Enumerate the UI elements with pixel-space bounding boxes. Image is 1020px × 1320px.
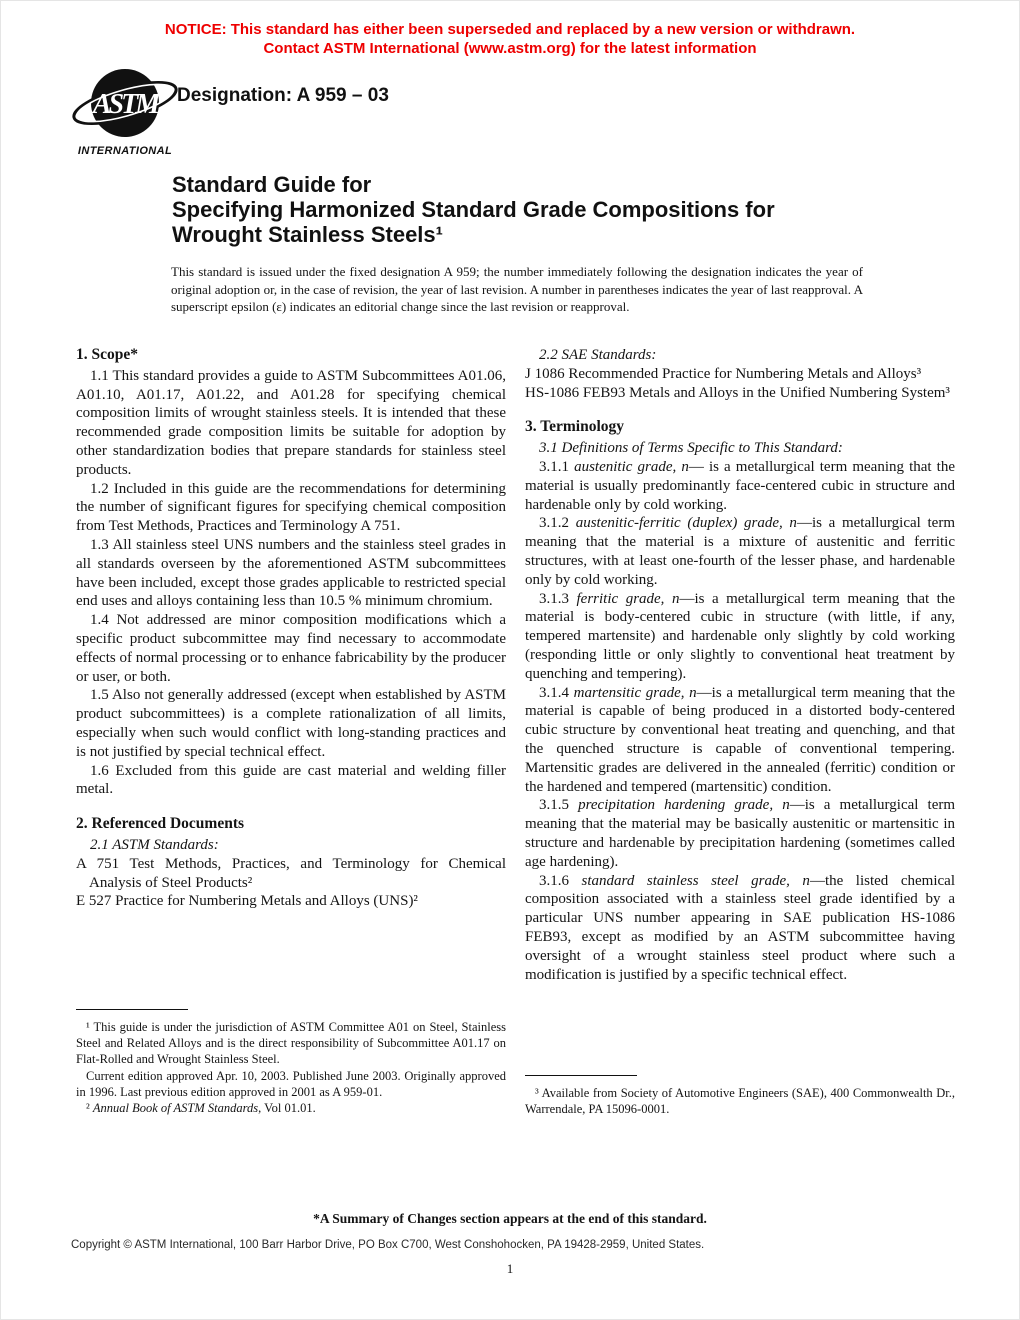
definition-3-1-2 — [525, 514, 955, 589]
title-line1: Standard Guide for — [172, 172, 372, 197]
terminology-heading: 3. Terminology — [525, 418, 625, 436]
copyright-line: Copyright © ASTM International, 100 Barr Harbor Drive, PO Box C700, West Conshohocken, PA 19428-2959, United States. — [71, 1239, 705, 1251]
definition-3-1-3 — [525, 590, 955, 684]
definition-term: austenitic-ferritic (duplex) grade, n — [575, 515, 797, 532]
paragraph-1-4: 1.4 Not addressed are minor composition modifications which a specific product subcommittee may find necessary to accommodate effects of normal processing or to enhance fabricability by the producer or user, or both. — [76, 612, 506, 685]
definition-term: austenitic grade, n — [574, 458, 689, 475]
notice-line1: NOTICE: This standard has either been superseded and replaced by a new version or withdrawn. — [164, 21, 856, 38]
supersession-notice — [1, 20, 1019, 58]
definitions-label: 3.1 Definitions of Terms Specific to This Standard: — [539, 440, 843, 457]
title-line3: Wrought Stainless Steels¹ — [172, 222, 443, 247]
definition-text: —is a metallurgical term meaning that the material is a mixture of austenitic and ferritic structures, with at least one-fourth of the lesser phase, and hardenable only by cold working. — [525, 515, 955, 588]
document-title — [172, 172, 892, 247]
reference-j1086: J 1086 Recommended Practice for Numbering Metals and Alloys³ — [525, 365, 922, 382]
definition-3-1-5 — [525, 796, 955, 871]
footnote-2-marker: ² — [86, 1101, 93, 1116]
referenced-documents-heading: 2. Referenced Documents — [76, 815, 245, 833]
title-line2: Specifying Harmonized Standard Grade Compositions for — [172, 197, 775, 222]
notice-line2: Contact ASTM International (www.astm.org) for the latest information — [263, 40, 757, 57]
sae-standards-label: 2.2 SAE Standards: — [539, 347, 657, 363]
left-column — [76, 346, 506, 911]
definition-number: 3.1.1 — [539, 458, 575, 475]
astm-logo — [69, 65, 181, 157]
definition-number: 3.1.4 — [539, 684, 574, 701]
definition-number: 3.1.3 — [539, 590, 577, 607]
paragraph-1-2: 1.2 Included in this guide are the recommendations for determining the number of significant figures for specifying chemical composition from Test Methods, Practices and Terminology A 751. — [76, 480, 506, 535]
paragraph-1-1: 1.1 This standard provides a guide to ASTM Subcommittees A01.06, A01.10, A01.17, A01.22, and A01.28 for specifying chemical composition limits of wrought stainless steels. It is intended that these recommended grade composition limits be suitable for adoption by other standardization bodies that prepare standards for stainless steel products. — [76, 367, 506, 478]
definition-term: ferritic grade, n — [576, 590, 680, 607]
reference-hs1086: HS-1086 FEB93 Metals and Alloys in the Unified Numbering System³ — [525, 384, 950, 401]
definition-3-1-4 — [525, 684, 955, 797]
footnote-2 — [76, 1100, 506, 1116]
definition-number: 3.1.2 — [539, 515, 576, 532]
footnote-rule — [76, 1009, 188, 1010]
astm-logo-text: ASTM — [92, 89, 158, 120]
reference-e527: E 527 Practice for Numbering Metals and Alloys (UNS)² — [76, 893, 418, 910]
paragraph-1-6: 1.6 Excluded from this guide are cast material and welding filler metal. — [76, 762, 506, 798]
footnote-2-book-title: Annual Book of ASTM Standards — [92, 1101, 259, 1116]
paragraph-1-3: 1.3 All stainless steel UNS numbers and the stainless steel grades in all standards overseen by the aforementioned ASTM subcommittees have been included, except those grades applicable to restricted special end uses and alloys containing less than 10.5 % minimum chromium. — [76, 536, 506, 610]
definition-3-1-6 — [525, 872, 955, 985]
definition-text: — is a metallurgical term meaning that the material is usually predominantly face-centered cubic in structure and hardenable only by cold working. — [525, 458, 955, 513]
definition-term: standard stainless steel grade, n — [581, 872, 810, 889]
footnote-rule — [525, 1075, 637, 1076]
definition-term: precipitation hardening grade, n — [578, 797, 790, 814]
definition-term: martensitic grade, n — [573, 684, 697, 701]
footnote-1: ¹ This guide is under the jurisdiction of ASTM Committee A01 on Steel, Stainless Steel and Related Alloys and is the direct responsibility of Subcommittee A01.17 on Flat-Rolled and Wrought Stainless Steel. — [76, 1020, 506, 1067]
footnotes-right — [525, 1075, 955, 1117]
footnote-2-rest: , Vol 01.01. — [258, 1101, 316, 1116]
footnote-3: ³ Available from Society of Automotive Engineers (SAE), 400 Commonwealth Dr., Warrendale, PA 15096-0001. — [525, 1086, 955, 1117]
definition-text: —is a metallurgical term meaning that the material is capable of being produced in a distorted body-centered cubic structure by conventional heat treating and quenching, and that the quenched structure is capable of conventional tempering. Martensitic grades are delivered in the annealed (ferritic) condition or the hardened and tempered (martensitic) condition. — [525, 684, 955, 795]
reference-a751: A 751 Test Methods, Practices, and Terminology for Chemical Analysis of Steel Products² — [76, 855, 506, 891]
definition-text: —is a metallurgical term meaning that the material is body-centered cubic in structure (with little, if any, tempered martensite) and hardenable only slightly by cold working (responding little or only slightly to conventional heat treatment by quenching and tempering). — [525, 590, 956, 682]
right-column — [525, 346, 955, 984]
astm-logo-international: INTERNATIONAL — [77, 145, 173, 157]
definition-text: —the listed chemical composition associated with a stainless steel grade identified by a particular UNS number appearing in SAE publication HS-1086 FEB93, except as modified by an ASTM subcommittee having oversight of a wrought stainless steel product where such a modification is justified by a specific technical effect. — [525, 872, 955, 983]
summary-of-changes-note: *A Summary of Changes section appears at the end of this standard. — [313, 1211, 707, 1226]
astm-logo-icon — [69, 65, 181, 147]
paragraph-1-5: 1.5 Also not generally addressed (except when established by ASTM product subcommittees) is a complete rationalization of all limits, especially when such would conflict with long-standing practices and is not justified by special technical effect. — [76, 687, 506, 760]
preamble: This standard is issued under the fixed designation A 959; the number immediately following the designation indicates the year of original adoption or, in the case of revision, the year of last revision. A number in parentheses indicates the year of last reapproval. A superscript epsilon (ε) indicates an editorial change since the last revision or reapproval. — [171, 264, 863, 314]
definition-3-1-1 — [525, 458, 955, 514]
scope-heading: 1. Scope* — [76, 346, 138, 363]
designation: Designation: A 959 – 03 — [177, 85, 389, 106]
footnote-1-continued: Current edition approved Apr. 10, 2003. Published June 2003. Originally approved in 1996. Last previous edition approved in 2001 as A 959-01. — [76, 1068, 506, 1099]
definition-text: —is a metallurgical term meaning that the material may be basically austenitic or martensitic in structure and hardenable by precipitation hardening (sometimes called age hardening). — [525, 797, 956, 870]
footnotes-left — [76, 1009, 506, 1116]
definition-number: 3.1.6 — [539, 872, 582, 889]
definition-number: 3.1.5 — [539, 797, 579, 814]
astm-standards-label: 2.1 ASTM Standards: — [90, 836, 219, 853]
page-number: 1 — [506, 1261, 514, 1276]
